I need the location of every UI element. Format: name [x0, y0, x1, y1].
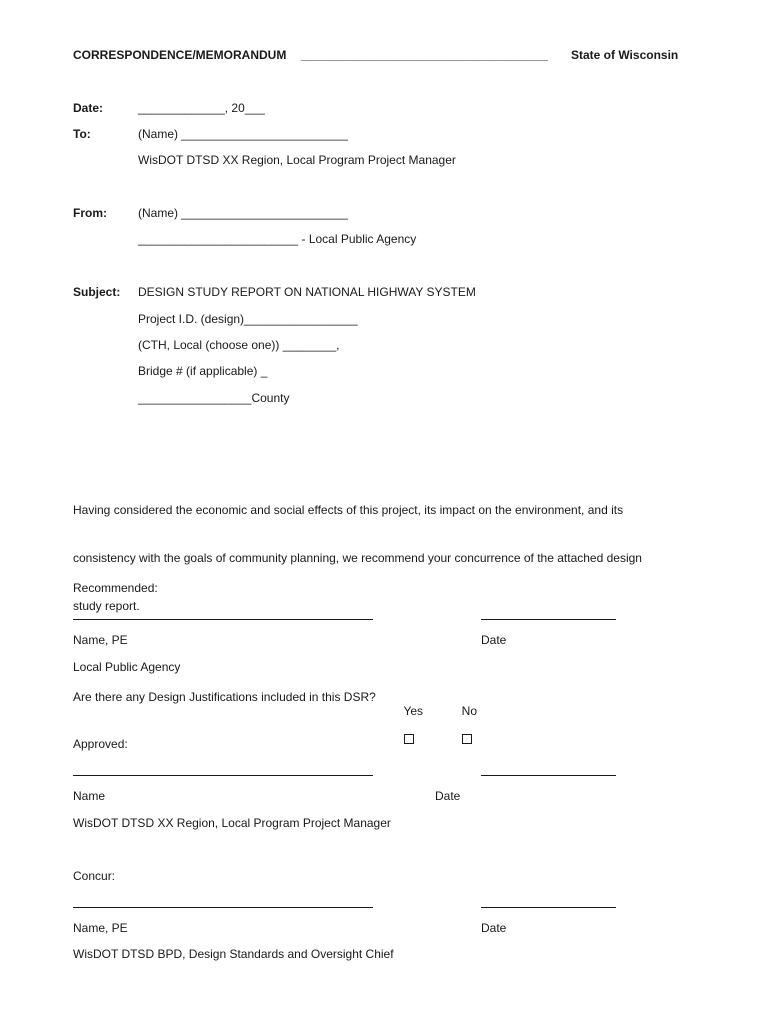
approved-name: Name: [73, 789, 106, 803]
no-label: No: [461, 704, 478, 718]
from-name-line: _________________________: [181, 206, 348, 220]
recommended-name: Name, PE: [73, 633, 128, 647]
yes-option[interactable]: [397, 690, 423, 746]
subject-label: Subject:: [73, 285, 121, 299]
concur-date-line: [481, 907, 616, 908]
to-title: WisDOT DTSD XX Region, Local Program Project Manager: [138, 153, 456, 167]
from-agency: ________________________ - Local Public Agency: [138, 232, 417, 246]
memo-header-state: State of Wisconsin: [571, 48, 679, 62]
to-name-placeholder: (Name): [138, 127, 179, 141]
yes-checkbox[interactable]: [404, 734, 414, 744]
memo-header-title: CORRESPONDENCE/MEMORANDUM: [73, 48, 287, 62]
to-name-line: _________________________: [181, 127, 348, 141]
from-label: From:: [73, 206, 107, 220]
body-line-1: Having considered the economic and social effects of this project, its impact on the environment, and its: [73, 503, 624, 517]
no-option[interactable]: [455, 690, 477, 746]
body-line-3: study report.: [73, 599, 140, 613]
concur-signature-line: [73, 907, 373, 908]
body-paragraph: [73, 470, 642, 630]
recommended-org: Local Public Agency: [73, 660, 181, 674]
approved-org: WisDOT DTSD XX Region, Local Program Project Manager: [73, 816, 391, 830]
recommended-label: Recommended:: [73, 581, 158, 595]
concur-date: Date: [481, 921, 507, 935]
recommended-date-line: [481, 619, 616, 620]
subject-project-id: Project I.D. (design)_________________: [138, 312, 358, 326]
body-line-2: consistency with the goals of community planning, we recommend your concurrence of the attached design: [73, 551, 642, 565]
approved-signature-line: [73, 775, 373, 776]
memo-header-line: _____________________________________: [301, 48, 548, 62]
to-label: To:: [73, 127, 91, 141]
date-label: Date:: [73, 101, 104, 115]
from-name-placeholder: (Name): [138, 206, 179, 220]
subject-county: _________________County: [138, 391, 290, 405]
concur-org: WisDOT DTSD BPD, Design Standards and Oversight Chief: [73, 947, 394, 961]
approved-label: Approved:: [73, 737, 128, 751]
recommended-signature-line: [73, 619, 373, 620]
yes-label: Yes: [403, 704, 424, 718]
subject-title: DESIGN STUDY REPORT ON NATIONAL HIGHWAY SYSTEM: [138, 285, 476, 299]
approved-date: Date: [435, 789, 461, 803]
subject-bridge: Bridge # (if applicable) _: [138, 364, 268, 378]
concur-name: Name, PE: [73, 921, 128, 935]
concur-label: Concur:: [73, 869, 116, 883]
design-justification-question: Are there any Design Justifications included in this DSR?: [73, 690, 376, 704]
approved-date-line: [481, 775, 616, 776]
date-field: _____________, 20___: [138, 101, 265, 115]
no-checkbox[interactable]: [462, 734, 472, 744]
subject-cth: (CTH, Local (choose one)) ________,: [138, 338, 340, 352]
recommended-date: Date: [481, 633, 507, 647]
